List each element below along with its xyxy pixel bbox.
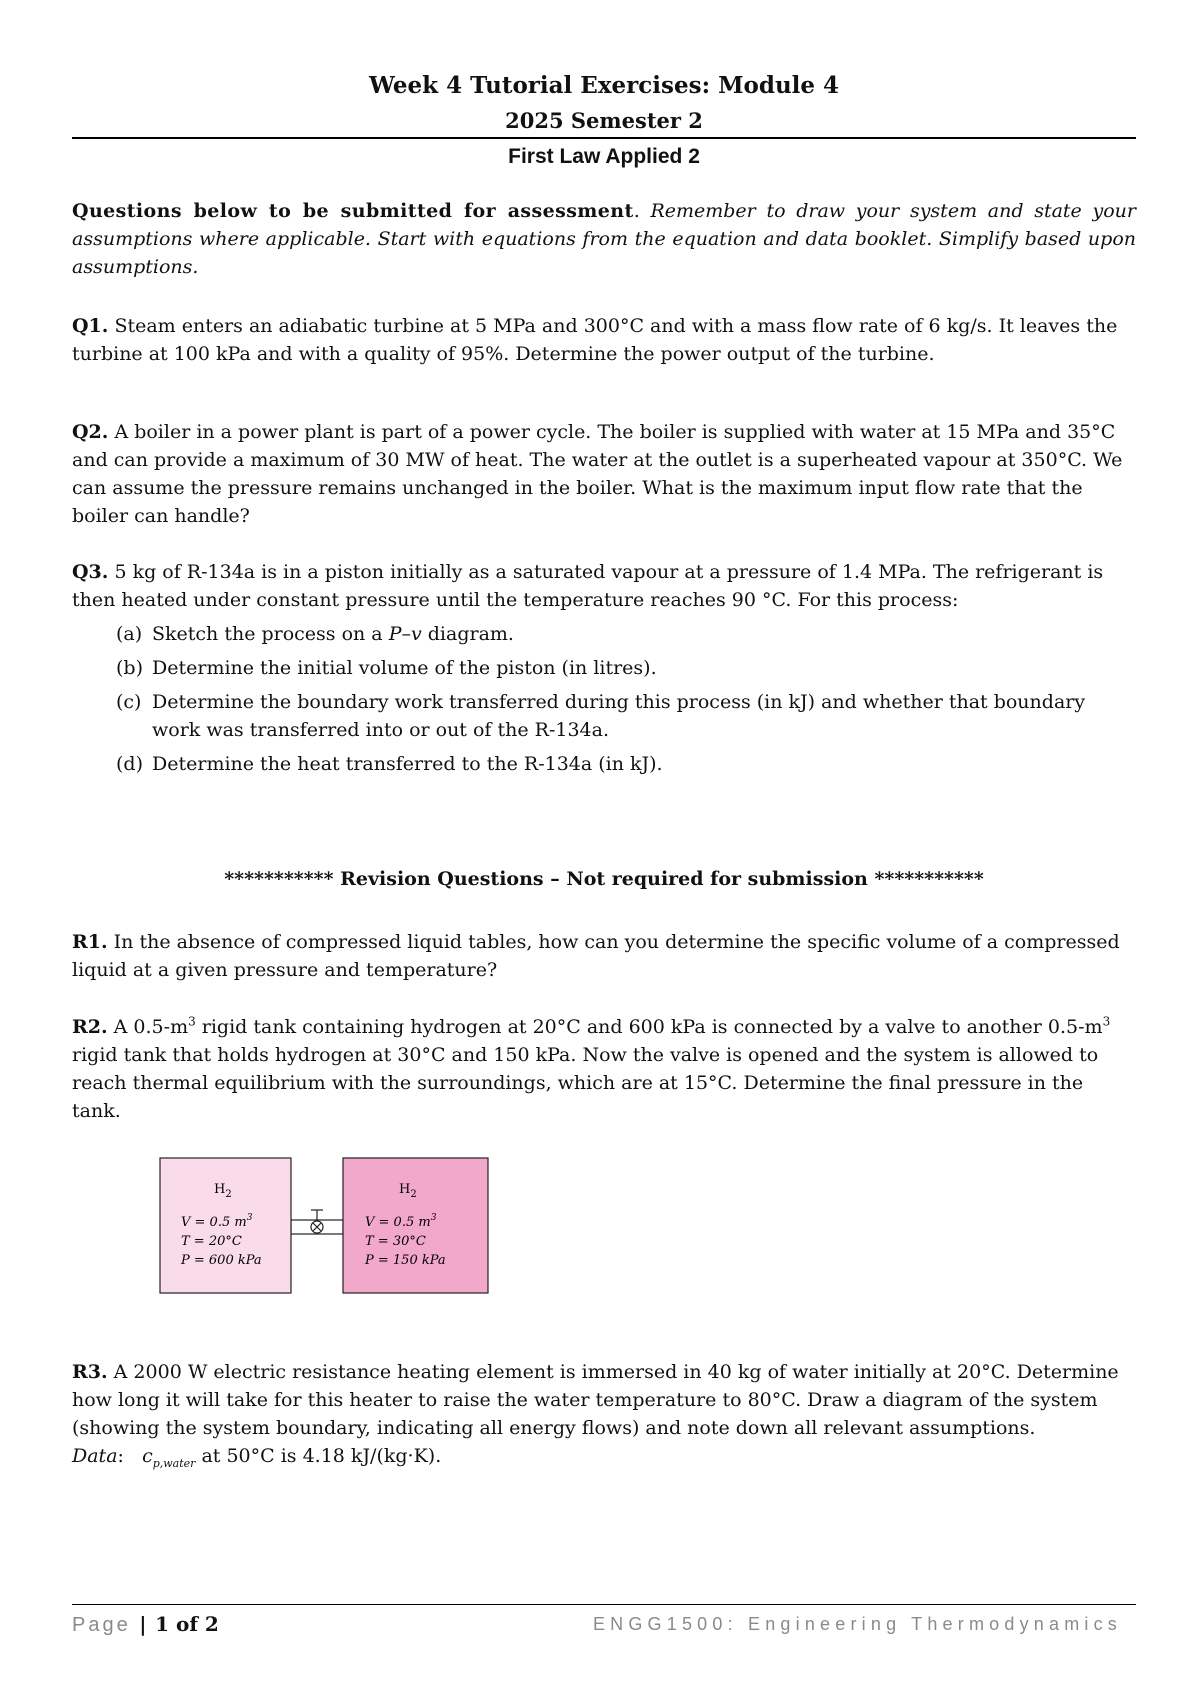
q3-item-label: (c) <box>116 691 142 713</box>
r1-id: R1. <box>72 931 108 953</box>
tank-diagram <box>159 1157 489 1295</box>
tank-left-pressure: P = 600 kPa <box>181 1253 262 1268</box>
q3-text: 5 kg of R-134a is in a piston initially as a saturated vapour at a pressure of 1.4 MPa. The refrigerant is then heated under constant pressure until the temperature reaches 90 °C. For this process: <box>72 561 1104 611</box>
tank-left-volume: V = 0.5 $m^3$ <box>181 1213 253 1230</box>
data-label: Data <box>72 1445 118 1467</box>
r3-text: A 2000 W electric resistance heating element is immersed in 40 kg of water initially at 20°C. Determine how long it will take for this heater to raise the water temperature to 80°C. Draw a diagram of the system (showing the system boundary, indicating all energy flows) and note down all relevant assumptions. <box>72 1361 1119 1439</box>
tank-left-gas: $H_2$ <box>214 1182 232 1200</box>
q3-item-c <box>116 688 1136 744</box>
r3-data-line: Data: $c_{p,water}$ at 50°C is 4.18 kJ/(kg·K). <box>72 1445 442 1470</box>
header-divider <box>72 137 1136 139</box>
question-q1 <box>72 312 1136 368</box>
q3-sub-items <box>116 620 1136 784</box>
document-title: Week 4 Tutorial Exercises: Module 4 <box>368 72 840 99</box>
tank-left-temperature: T = 20°C <box>181 1234 242 1249</box>
q3-item-label: (b) <box>116 657 143 679</box>
q2-text: A boiler in a power plant is part of a power cycle. The boiler is supplied with water at 15 MPa and 35°C and can provide a maximum of 30 MW of heat. The water at the outlet is a superheated vapour at 350°C. We can assume the pressure remains unchanged in the boiler. What is the maximum input flow rate that the boiler can handle? <box>72 421 1123 527</box>
question-r2 <box>72 1013 1136 1125</box>
document-subtitle: First Law Applied 2 <box>508 145 700 168</box>
footer-divider <box>72 1604 1136 1605</box>
semester-label: 2025 Semester 2 <box>505 108 703 133</box>
q3-item-text: Determine the heat transferred to the R-134a (in kJ). <box>152 753 663 775</box>
q3-item-text: Sketch the process on a P–v diagram. <box>152 623 514 645</box>
tank-right-volume: V = 0.5 $m^3$ <box>365 1213 437 1230</box>
cp-symbol: $c_{p,water}$ <box>142 1445 196 1470</box>
data-text: at 50°C is 4.18 kJ/(kg·K). <box>195 1445 442 1467</box>
tank-right-temperature: T = 30°C <box>365 1234 426 1249</box>
page-indicator: Page | 1 of 2 <box>72 1612 219 1636</box>
q3-id: Q3. <box>72 561 109 583</box>
q3-item-label: (d) <box>116 753 143 775</box>
r3-id: R3. <box>72 1361 108 1383</box>
question-r3 <box>72 1358 1136 1442</box>
q3-item-text: Determine the boundary work transferred during this process (in kJ) and whether that boundary work was transferred into or out of the R-134a. <box>152 691 1086 741</box>
tank-right-pressure: P = 150 kPa <box>365 1253 446 1268</box>
question-q2 <box>72 418 1136 530</box>
q3-item-a <box>116 620 1136 648</box>
r1-text: In the absence of compressed liquid tables, how can you determine the specific volume of a compressed liquid at a given pressure and temperature? <box>72 931 1120 981</box>
q3-item-d <box>116 750 1136 778</box>
intro-paragraph <box>72 197 1136 281</box>
q1-id: Q1. <box>72 315 109 337</box>
tank-right-gas: $H_2$ <box>399 1182 417 1200</box>
question-r1 <box>72 928 1136 984</box>
q3-item-b <box>116 654 1136 682</box>
question-q3 <box>72 558 1136 614</box>
intro-bold: Questions below to be submitted for assessment <box>72 200 634 222</box>
intro-period: . <box>633 200 640 222</box>
r2-id: R2. <box>72 1016 108 1038</box>
intro-italic: Remember to draw your system and state your assumptions where applicable. Start with equations from the equation and data booklet. Simplify based upon assumptions. <box>72 200 1136 278</box>
q1-text: Steam enters an adiabatic turbine at 5 MPa and 300°C and with a mass flow rate of 6 kg/s. It leaves the turbine at 100 kPa and with a quality of 95%. Determine the power output of the turbine. <box>72 315 1118 365</box>
document-page <box>72 0 1136 1696</box>
r2-text: A $0.5-m^3$ rigid tank containing hydrogen at 20°C and 600 kPa is connected by a valve to another $0.5-m^3$ rigid tank that holds hydrogen at 30°C and 150 kPa. Now the valve is opened and the system is allowed to reach thermal equilibrium with the surroundings, which are at 15°C. Determine the final pressure in the tank. <box>72 1014 1111 1122</box>
q3-item-text: Determine the initial volume of the piston (in litres). <box>152 657 657 679</box>
q3-item-label: (a) <box>116 623 143 645</box>
page-number: 1 of 2 <box>155 1612 219 1636</box>
course-name: ENGG1500: Engineering Thermodynamics <box>592 1614 1122 1634</box>
revision-heading: *********** Revision Questions – Not required for submission *********** <box>224 868 984 890</box>
q2-id: Q2. <box>72 421 109 443</box>
